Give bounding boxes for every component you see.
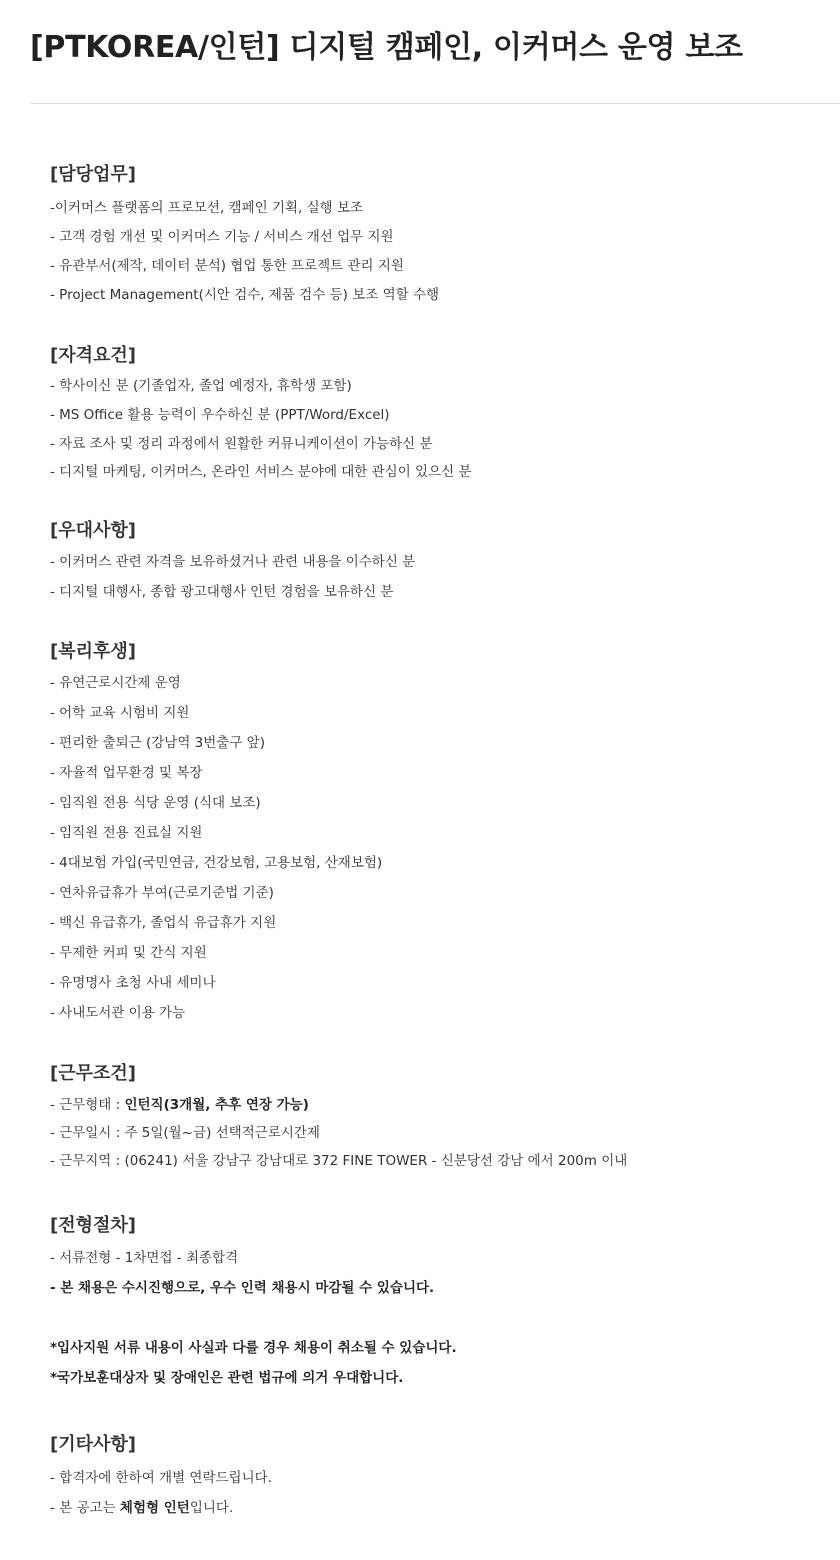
benefit-item: - 유명명사 초청 사내 세미나 bbox=[50, 975, 216, 991]
benefit-item: - 연차유급휴가 부여(근로기준법 기준) bbox=[50, 885, 274, 901]
condition-type-label: - 근무형태 : bbox=[50, 1097, 125, 1113]
qualification-item: - 학사이신 분 (기졸업자, 졸업 예정자, 휴학생 포함) bbox=[50, 378, 352, 394]
benefit-item: - 유연근로시간제 운영 bbox=[50, 675, 181, 691]
condition-item-location: - 근무지역 : (06241) 서울 강남구 강남대로 372 FINE TOWER - 신분당선 강남 에서 200m 이내 bbox=[50, 1153, 628, 1169]
preferred-item: - 이커머스 관련 자격을 보유하셨거나 관련 내용을 이수하신 분 bbox=[50, 554, 416, 570]
qualification-item: - MS Office 활용 능력이 우수하신 분 (PPT/Word/Excel) bbox=[50, 407, 390, 423]
duty-item: - 유관부서(제작, 데이터 분석) 협업 통한 프로젝트 관리 지원 bbox=[50, 258, 404, 274]
benefit-item: - 자율적 업무환경 및 복장 bbox=[50, 765, 203, 781]
etc-type-value: 체험형 인턴 bbox=[119, 1500, 190, 1516]
etc-internship-type bbox=[50, 1498, 233, 1518]
benefit-item: - 4대보험 가입(국민연금, 건강보험, 고용보험, 산재보험) bbox=[50, 855, 383, 871]
qualification-item: - 디지털 마케팅, 이커머스, 온라인 서비스 분야에 대한 관심이 있으신 분 bbox=[50, 464, 472, 480]
section-heading-preferred: [우대사항] bbox=[50, 520, 137, 541]
condition-item-schedule: - 근무일시 : 주 5일(월~금) 선택적근로시간제 bbox=[50, 1125, 320, 1141]
section-heading-conditions: [근무조건] bbox=[50, 1063, 137, 1084]
duty-item: -이커머스 플랫폼의 프로모션, 캠페인 기획, 실행 보조 bbox=[50, 200, 364, 216]
duty-item: - 고객 경험 개선 및 이커머스 기능 / 서비스 개선 업무 지원 bbox=[50, 229, 394, 245]
benefit-item: - 사내도서관 이용 가능 bbox=[50, 1005, 186, 1021]
notice-document-accuracy: *입사지원 서류 내용이 사실과 다를 경우 채용이 취소될 수 있습니다. bbox=[50, 1340, 457, 1356]
page-title: [PTKOREA/인턴] 디지털 캠페인, 이커머스 운영 보조 bbox=[30, 30, 743, 65]
benefit-item: - 임직원 전용 식당 운영 (식대 보조) bbox=[50, 795, 261, 811]
benefit-item: - 편리한 출퇴근 (강남역 3번출구 앞) bbox=[50, 735, 265, 751]
process-note: - 본 채용은 수시진행으로, 우수 인력 채용시 마감될 수 있습니다. bbox=[50, 1280, 435, 1296]
benefit-item: - 무제한 커피 및 간식 지원 bbox=[50, 945, 207, 961]
section-heading-duties: [담당업무] bbox=[50, 164, 137, 185]
duty-item: - Project Management(시안 검수, 제품 검수 등) 보조 역할 수행 bbox=[50, 287, 440, 303]
preferred-item: - 디지털 대행사, 종합 광고대행사 인턴 경험을 보유하신 분 bbox=[50, 584, 394, 600]
etc-contact: - 합격자에 한하여 개별 연락드립니다. bbox=[50, 1470, 272, 1486]
benefit-item: - 어학 교육 시험비 지원 bbox=[50, 705, 190, 721]
section-heading-benefits: [복리후생] bbox=[50, 641, 137, 662]
section-heading-qualifications: [자격요건] bbox=[50, 345, 137, 366]
etc-type-prefix: - 본 공고는 bbox=[50, 1500, 120, 1516]
etc-type-suffix: 입니다. bbox=[189, 1500, 234, 1516]
section-heading-process: [전형절차] bbox=[50, 1215, 137, 1236]
condition-type-value: 인턴직(3개월, 추후 연장 가능) bbox=[124, 1097, 309, 1113]
title-divider bbox=[30, 103, 840, 104]
section-heading-etc: [기타사항] bbox=[50, 1434, 137, 1455]
process-steps: - 서류전형 - 1차면접 - 최종합격 bbox=[50, 1250, 239, 1266]
notice-veterans-preference: *국가보훈대상자 및 장애인은 관련 법규에 의거 우대합니다. bbox=[50, 1370, 404, 1386]
benefit-item: - 임직원 전용 진료실 지원 bbox=[50, 825, 203, 841]
qualification-item: - 자료 조사 및 정리 과정에서 원활한 커뮤니케이션이 가능하신 분 bbox=[50, 436, 433, 452]
benefit-item: - 백신 유급휴가, 졸업식 유급휴가 지원 bbox=[50, 915, 277, 931]
condition-item-type bbox=[50, 1095, 309, 1115]
